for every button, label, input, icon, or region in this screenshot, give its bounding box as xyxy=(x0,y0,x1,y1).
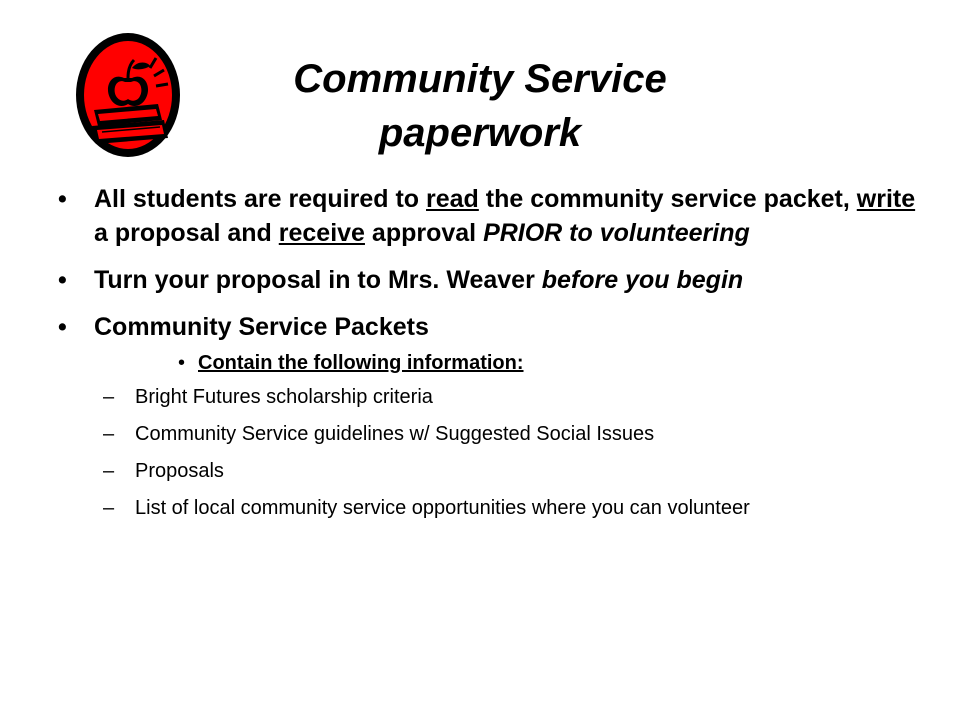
dash-symbol: – xyxy=(103,386,115,408)
list-item-text: Bright Futures scholarship criteria xyxy=(135,386,433,408)
list-item xyxy=(103,421,835,448)
list-item xyxy=(103,495,835,522)
bullet-symbol: • xyxy=(178,352,186,374)
title-line-2: paperwork xyxy=(378,111,582,155)
bullet-text: the community service packet, xyxy=(478,185,857,213)
bullet-symbol: • xyxy=(58,185,67,213)
bullet-symbol: • xyxy=(58,266,67,294)
bullet-list xyxy=(58,182,918,532)
dash-symbol: – xyxy=(103,423,115,445)
bullet-packets xyxy=(58,310,918,344)
sub-bullet-contents xyxy=(178,350,918,376)
list-item xyxy=(103,458,835,485)
italic-text: PRIOR to volunteering xyxy=(483,219,750,247)
slide-title xyxy=(190,52,770,160)
list-item-text: Community Service guidelines w/ Suggested Social Issues xyxy=(135,423,655,445)
list-item-text: List of local community service opportunities where you can volunteer xyxy=(135,497,750,519)
list-item-text: Proposals xyxy=(135,460,224,482)
sub-bullet-text: Contain the following information: xyxy=(198,352,524,374)
list-item xyxy=(103,384,835,411)
underlined-word-receive: receive xyxy=(278,219,365,247)
bullet-symbol: • xyxy=(58,313,67,341)
bullet-text: Community Service Packets xyxy=(94,313,429,341)
apple-on-books-icon xyxy=(72,30,184,160)
italic-text: before you begin xyxy=(541,266,744,294)
bullet-text: Turn your proposal in to Mrs. Weaver xyxy=(94,266,542,294)
bullet-text: approval xyxy=(364,219,484,247)
bullet-text: a proposal and xyxy=(94,219,279,247)
bullet-text: All students are required to xyxy=(94,185,427,213)
underlined-word-write: write xyxy=(856,185,916,213)
dash-symbol: – xyxy=(103,460,115,482)
bullet-requirements xyxy=(58,182,918,250)
title-line-1: Community Service xyxy=(293,57,667,101)
bullet-turn-in xyxy=(58,263,918,297)
underlined-word-read: read xyxy=(426,185,479,213)
dash-symbol: – xyxy=(103,497,115,519)
